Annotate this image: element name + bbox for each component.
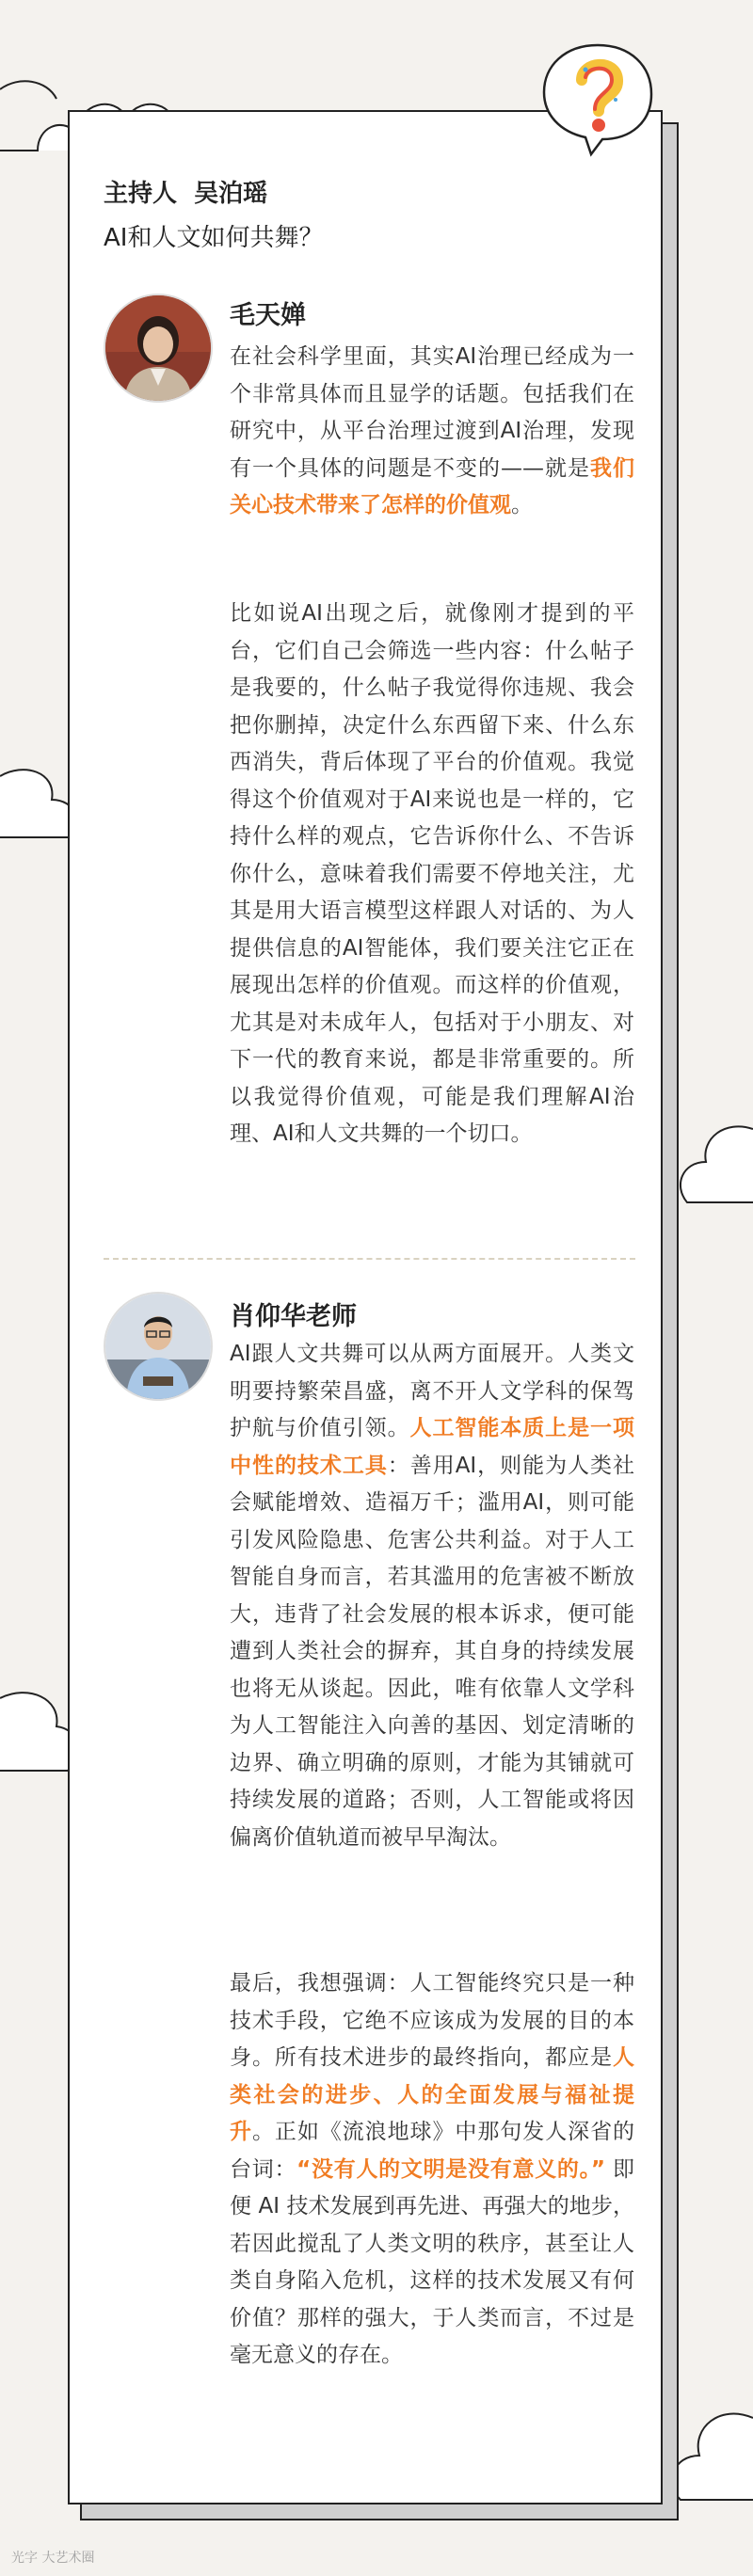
highlight-text: “没有人的文明是没有意义的。”: [296, 2156, 605, 2182]
speaker-paragraph: [230, 1965, 634, 2375]
highlight-text: 人工智能本质上是一项中性的技术工具: [230, 1416, 635, 1478]
body-text: AI跟人文共舞可以从两方面展开。人类文明要持繁荣昌盛，离不开人文学科的保驾护航与价值引领。: [230, 1342, 634, 1440]
watermark: 光字 大艺术圈: [11, 2551, 95, 2566]
host-label: 主持人 吴泊瑶: [104, 180, 268, 208]
speaker-avatar-xiao: [104, 1292, 213, 1401]
question-mark-icon: [537, 38, 659, 160]
speaker-paragraph: [230, 596, 634, 1153]
body-text: 最后，我想强调：人工智能终究只是一种技术手段，它绝不应该成为发展的目的本身。所有技术进步的最终指向，都应是: [230, 1971, 634, 2070]
highlight-text: 人类社会的进步、人的全面发展与福祉提升: [230, 2045, 634, 2144]
body-text: 。: [511, 493, 533, 517]
speaker-name-xiao: 肖仰华老师: [230, 1302, 357, 1331]
body-text: 即便 AI 技术发展到再先进、再强大的地步，若因此搅乱了人类文明的秩序，甚至让人类自身陷入危机，这样的技术发展又有何价值？那样的强大，于人类而言，不过是毫无意义的存在。: [230, 2156, 635, 2367]
speaker-name-mao: 毛天婵: [230, 301, 306, 330]
highlight-text: 我们关心技术带来了怎样的价值观: [230, 455, 634, 517]
body-text: 。正如《流浪地球》中那句发人深省的台词：: [230, 2120, 635, 2182]
cloud-decoration-right-mid: [673, 1120, 753, 1209]
speaker-paragraph: [230, 339, 634, 525]
section-divider: [104, 1258, 635, 1260]
body-text: ：善用AI，则能为人类社会赋能增效、造福万千；滥用AI，则可能引发风险隐患、危害公共利益。对于人工智能自身而言，若其滥用的危害被不断放大，违背了社会发展的根本诉求，便可能遭到人类社会的摒弃，其自身的持续发展也将无从谈起。因此，唯有依靠人文学科为人工智能注入向善的基因、划定清晰的边界、确立明确的原则，才能为其铺就可持续发展的道路；否则，人工智能或将因偏离价值轨道而被早早淘汰。: [230, 1453, 634, 1850]
discussion-topic: AI和人文如何共舞？: [104, 224, 324, 252]
speaker-avatar-mao: [104, 294, 213, 403]
body-text: 在社会科学里面，其实AI治理已经成为一个非常具体而且显学的话题。包括我们在研究中，从平台治理过渡到AI治理，发现有一个具体的问题是不变的——就是: [230, 344, 634, 481]
speaker-paragraph: [230, 1336, 634, 1856]
body-text: 比如说AI出现之后，就像刚才提到的平台，它们自己会筛选一些内容：什么帖子是我要的，什么帖子我觉得你违规、我会把你删掉，决定什么东西留下来、什么东西消失，背后体现了平台的价值观。我觉得这个价值观对于AI来说也是一样的，它持什么样的观点，它告诉你什么、不告诉你什么，意味着我们需要不停地关注，尤其是用大语言模型这样跟人对话的、为人提供信息的AI智能体，我们要关注它正在展现出怎样的价值观。而这样的价值观，尤其是对未成年人，包括对于小朋友、对下一代的教育来说，都是非常重要的。所以我觉得价值观，可能是我们理解AI治理、AI和人文共舞的一个切口。: [230, 601, 634, 1146]
